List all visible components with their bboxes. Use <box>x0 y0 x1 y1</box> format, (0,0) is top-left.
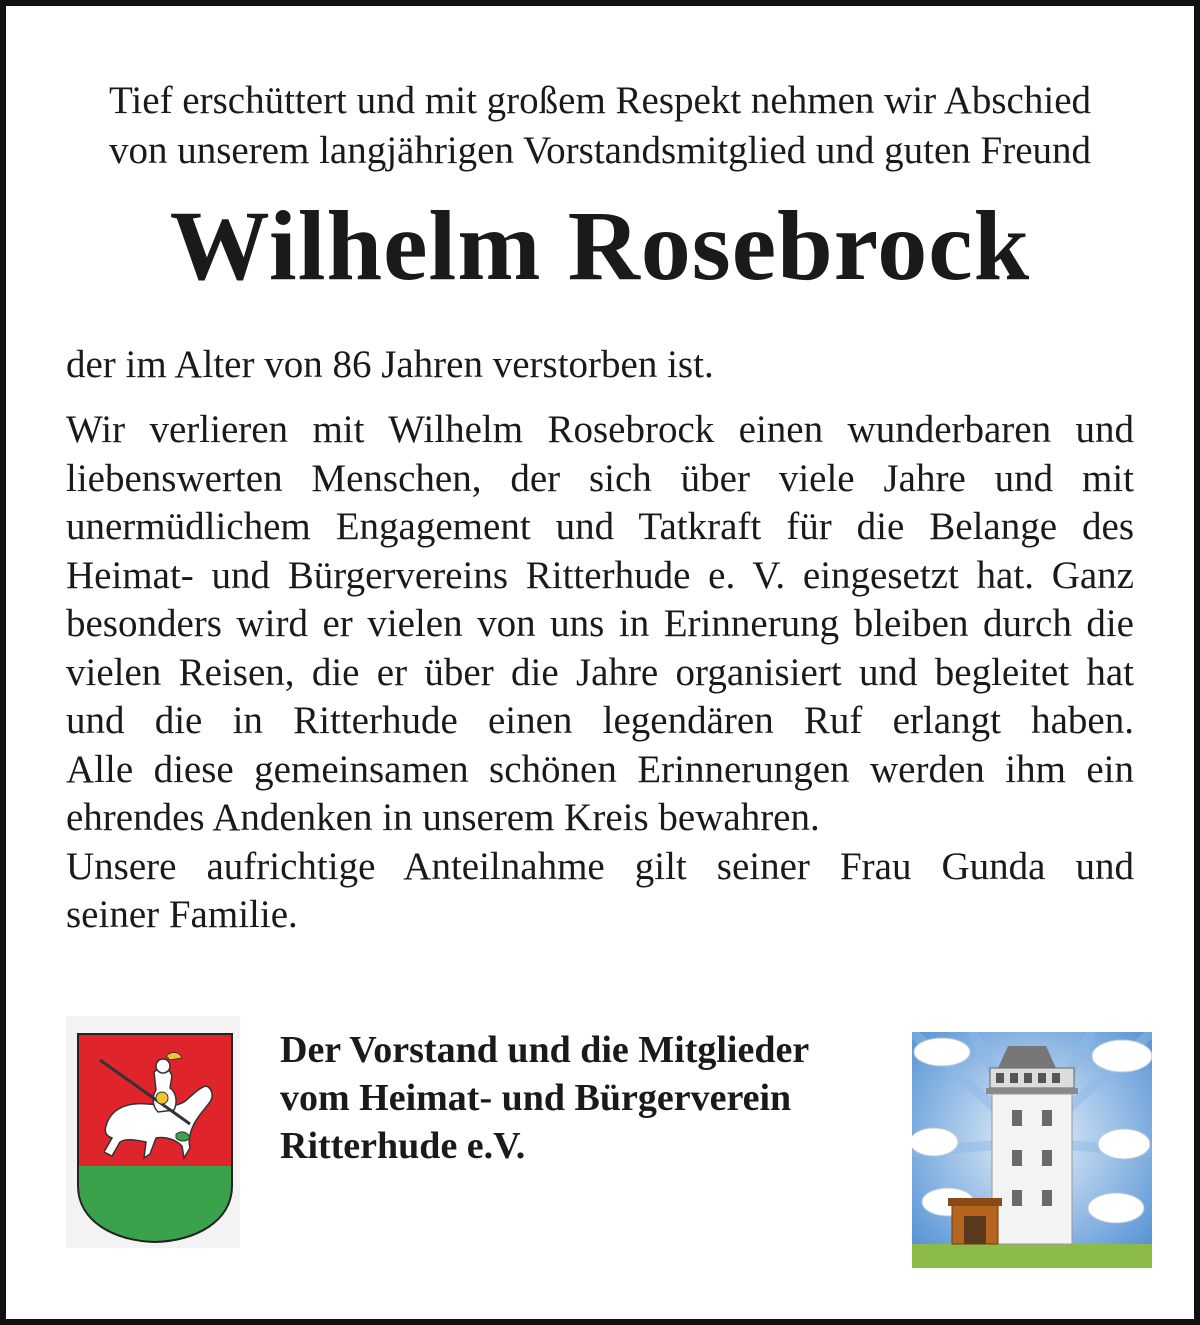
body-line: Alle diese gemeinsamen schönen Erinnerungen werden ihm ein <box>66 747 1134 791</box>
body-line: besonders wird er vielen von uns in Erinnerung bleiben durch die <box>66 602 1134 645</box>
body-line: Unsere aufrichtige Anteilnahme gilt seiner Frau Gunda und <box>66 844 1134 888</box>
body-line: Heimat- und Bürgervereins Ritterhude e. V. eingesetzt hat. Ganz <box>66 553 1134 597</box>
body-line: Wir verlieren mit Wilhelm Rosebrock einen wunderbaren und <box>66 408 1134 451</box>
obituary-body <box>66 406 1134 940</box>
body-line: unermüdlichem Engagement und Tatkraft für die Belange des <box>66 505 1134 548</box>
body-line: ehrendes Andenken in unserem Kreis bewahren. <box>66 796 820 839</box>
intro-line-1: Tief erschüttert und mit großem Respekt nehmen wir Abschied <box>108 79 1092 122</box>
body-line: und die in Ritterhude einen legendären Ruf erlangt haben. <box>66 699 1134 742</box>
age-line: der im Alter von 86 Jahren verstorben ist. <box>66 343 714 386</box>
body-line: liebenswerten Menschen, der sich über viele Jahre und mit <box>66 456 1134 500</box>
signature-line-3: Ritterhude e.V. <box>280 1125 526 1167</box>
signature-line-1: Der Vorstand und die Mitglieder <box>280 1029 810 1071</box>
water-tower-icon <box>912 1032 1152 1268</box>
intro-line-2: von unserem langjährigen Vorstandsmitglied und guten Freund <box>108 129 1092 172</box>
deceased-name: Wilhelm Rosebrock <box>169 190 1031 301</box>
body-line: seiner Familie. <box>66 893 298 936</box>
signature-line-2: vom Heimat- und Bürgerverein <box>280 1077 792 1119</box>
signature-block <box>280 1026 880 1170</box>
body-line: vielen Reisen, die er über die Jahre organisiert und begleitet hat <box>66 650 1134 694</box>
intro-text <box>40 76 1160 176</box>
coat-of-arms-icon <box>66 1016 240 1248</box>
